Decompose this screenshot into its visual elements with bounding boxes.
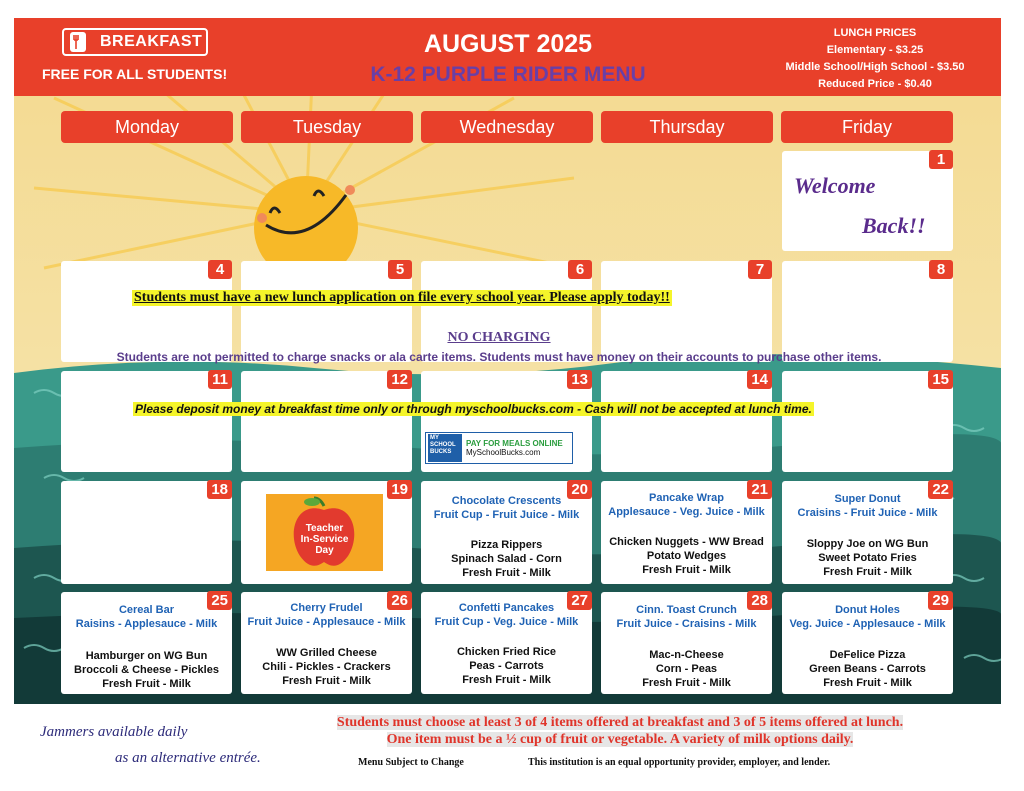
lunch-menu: WW Grilled Cheese Chili - Pickles - Crackers Fresh Fruit - Milk — [262, 647, 391, 687]
breakfast-menu: Super Donut Craisins - Fruit Juice - Milk — [797, 493, 938, 519]
lunch-menu: Chicken Nuggets - WW Bread Potato Wedges Fresh Fruit - Milk — [609, 536, 764, 576]
meal-rule-1: Students must choose at least 3 of 4 items offered at breakfast and 3 of 5 items offered at lunch. — [336, 715, 904, 730]
welcome-text: Welcome — [794, 173, 876, 198]
day-cell-8 — [782, 261, 953, 362]
day-cell-21 — [601, 481, 772, 584]
menu-subject-to-change: Menu Subject to Change — [358, 757, 464, 768]
fork-icon — [64, 30, 92, 54]
date-number: 14 — [747, 370, 772, 389]
breakfast-menu: Chocolate Crescents Fruit Cup - Fruit Juice - Milk — [433, 495, 580, 521]
prices-heading: LUNCH PRICES — [833, 27, 917, 39]
day-header-monday: Monday — [61, 111, 233, 143]
breakfast-menu: Donut Holes Veg. Juice - Applesauce - Milk — [789, 604, 946, 630]
deposit-notice: Please deposit money at breakfast time only or through myschoolbucks.com - Cash will not be accepted at lunch time. — [135, 402, 812, 416]
page-title: AUGUST 2025 — [423, 30, 593, 58]
day-cell-27 — [421, 592, 592, 694]
menu-subtitle: K-12 PURPLE RIDER MENU — [370, 63, 646, 86]
day-cell-1 — [782, 151, 953, 251]
date-number: 28 — [747, 591, 772, 610]
day-cell-28 — [601, 592, 772, 694]
lunch-menu: DeFelice Pizza Green Beans - Carrots Fresh Fruit - Milk — [809, 649, 926, 689]
myschoolbucks-banner[interactable] — [425, 432, 573, 464]
date-number: 8 — [929, 260, 953, 279]
price-middle-high: Middle School/High School - $3.50 — [785, 61, 965, 73]
myschoolbucks-link[interactable]: MySchoolBucks.com — [466, 448, 541, 457]
day-cell-15 — [782, 371, 953, 472]
day-cell-7 — [601, 261, 772, 362]
date-number: 21 — [747, 480, 772, 499]
day-header-wednesday: Wednesday — [421, 111, 593, 143]
breakfast-menu: Cherry Frudel Fruit Juice - Applesauce - Milk — [247, 602, 406, 628]
day-cell-20 — [421, 481, 592, 584]
jammers-line-2: as an alternative entrée. — [115, 750, 261, 766]
lunch-prices — [770, 25, 980, 93]
lunch-menu: Hamburger on WG Bun Broccoli & Cheese - Pickles Fresh Fruit - Milk — [74, 650, 219, 690]
jammers-line-1: Jammers available daily — [40, 724, 188, 740]
date-number: 26 — [387, 591, 412, 610]
back-text: Back!! — [862, 213, 926, 238]
date-number: 29 — [928, 591, 953, 610]
price-elementary: Elementary - $3.25 — [826, 44, 924, 56]
date-number: 15 — [928, 370, 953, 389]
date-number: 11 — [208, 370, 232, 389]
pay-online-text: PAY FOR MEALS ONLINE — [466, 439, 563, 448]
day-cell-25 — [61, 592, 232, 694]
lunch-menu: Sloppy Joe on WG Bun Sweet Potato Fries Fresh Fruit - Milk — [806, 538, 929, 578]
date-number: 22 — [928, 480, 953, 499]
breakfast-badge — [62, 28, 208, 56]
date-number: 7 — [748, 260, 772, 279]
application-notice: Students must have a new lunch application on file every school year. Please apply today!! — [134, 290, 670, 305]
date-number: 13 — [567, 370, 592, 389]
day-cell-29 — [782, 592, 953, 694]
date-number: 12 — [387, 370, 412, 389]
date-number: 18 — [207, 480, 232, 499]
no-charging-title: NO CHARGING — [447, 330, 551, 345]
equal-opportunity-statement: This institution is an equal opportunity provider, employer, and lender. — [528, 757, 831, 768]
meal-rule-2: One item must be a ½ cup of fruit or vegetable. A variety of milk options daily. — [386, 732, 854, 747]
free-for-all-label: FREE FOR ALL STUDENTS! — [42, 66, 228, 82]
date-number: 20 — [567, 480, 592, 499]
myschoolbucks-logo: MY SCHOOL BUCKS — [428, 434, 462, 462]
no-charging-body: Students are not permitted to charge snacks or ala carte items. Students must have money on their accounts to purchase other items. — [116, 350, 882, 364]
breakfast-menu: Confetti Pancakes Fruit Cup - Veg. Juice - Milk — [434, 602, 579, 628]
teacher-day-text: Teacher In-Service Day — [300, 523, 349, 556]
day-cell-12 — [241, 371, 412, 472]
day-cell-14 — [601, 371, 772, 472]
breakfast-menu: Cinn. Toast Crunch Fruit Juice - Craisins - Milk — [616, 604, 757, 630]
day-cell-5 — [241, 261, 412, 362]
lunch-menu: Pizza Rippers Spinach Salad - Corn Fresh Fruit - Milk — [451, 539, 562, 579]
date-number: 25 — [207, 591, 232, 610]
date-number: 4 — [208, 260, 232, 279]
day-cell-18 — [61, 481, 232, 584]
lunch-menu: Chicken Fried Rice Peas - Carrots Fresh Fruit - Milk — [456, 646, 557, 686]
price-reduced: Reduced Price - $0.40 — [818, 78, 932, 90]
day-cell-11 — [61, 371, 232, 472]
teacher-in-service-graphic — [266, 494, 383, 571]
lunch-menu: Mac-n-Cheese Corn - Peas Fresh Fruit - Milk — [642, 649, 731, 689]
day-header-friday: Friday — [781, 111, 953, 143]
day-cell-22 — [782, 481, 953, 584]
breakfast-menu: Cereal Bar Raisins - Applesauce - Milk — [75, 604, 218, 630]
date-number: 5 — [388, 260, 412, 279]
date-number: 6 — [568, 260, 592, 279]
date-number: 19 — [387, 480, 412, 499]
breakfast-label: BREAKFAST — [100, 33, 203, 50]
breakfast-menu: Pancake Wrap Applesauce - Veg. Juice - Milk — [608, 492, 765, 518]
day-cell-4 — [61, 261, 232, 362]
day-cell-6 — [421, 261, 592, 362]
day-header-thursday: Thursday — [601, 111, 773, 143]
meal-rules — [290, 714, 950, 748]
day-header-tuesday: Tuesday — [241, 111, 413, 143]
date-number: 1 — [929, 150, 953, 169]
date-number: 27 — [567, 591, 592, 610]
day-cell-26 — [241, 592, 412, 694]
